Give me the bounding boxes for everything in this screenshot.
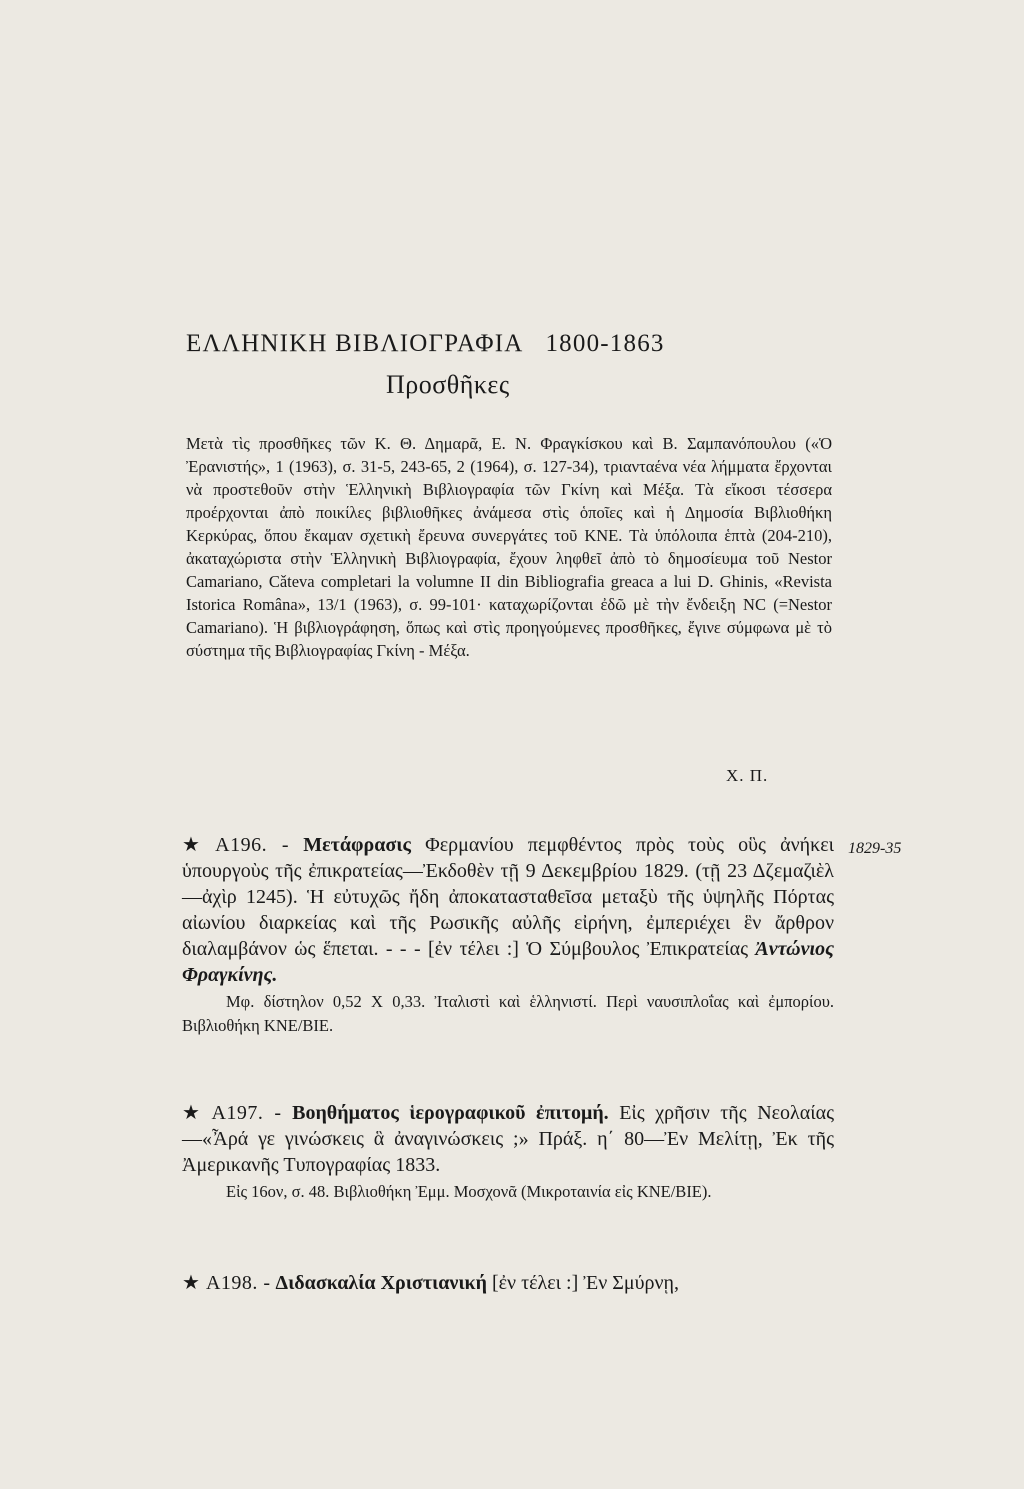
section-title: Προσθῆκες [386,370,510,399]
entry-a196 [182,832,834,1038]
entry-a197 [182,1100,834,1204]
entry-title: Βοηθήματος ἱερογραφικοῦ ἐπιτομή. [292,1102,609,1124]
running-header [186,330,786,358]
entry-description: Εἰς 16ον, σ. 48. Βιβλιοθήκη Ἐμμ. Μοσχονᾶ (Μικροταινία εἰς ΚΝΕ/ΒΙΕ). [226,1182,712,1201]
header-title: ΕΛΛΗΝΙΚΗ ΒΙΒΛΙΟΓΡΑΦΙΑ [186,330,524,357]
entry-title: Διδασκαλία Χριστιανική [275,1272,487,1294]
margin-date: 1829-35 [848,840,902,857]
entry-description: Μφ. δίστηλον 0,52 Χ 0,33. Ἰταλιστὶ καὶ ἑλληνιστί. Περὶ ναυσιπλοΐας καὶ ἐμπορίου. Βιβλιοθήκη ΚΝΕ/ΒΙΕ. [182,992,834,1035]
entry-body: Εἰς χρῆσιν τῆς Νεολαίας—«Ἆρά γε γινώσκεις ἃ ἀναγινώσκεις ;» Πράξ. η΄ 80—Ἐν Μελίτῃ, Ἐκ τῆς Ἀμερικανῆς Τυπογραφίας 1833. [182,1102,834,1176]
entry-number: Α197. - [211,1102,282,1124]
star-icon: ★ [182,1102,206,1124]
star-icon: ★ [182,1272,200,1294]
star-icon: ★ [182,834,210,856]
entry-number: Α196. - [215,834,289,856]
entry-a198 [182,1270,834,1296]
entry-title: Μετάφρασις [303,834,411,856]
intro-paragraph: Μετὰ τὶς προσθῆκες τῶν Κ. Θ. Δημαρᾶ, Ε. Ν. Φραγκίσκου καὶ Β. Σαμπανόπουλου («Ὁ Ἐρανιστής», 1 (1963), σ. 31-5, 243-65, 2 (1964), σ. 127-34), τριανταένα νέα λήμματα ἔρχονται νὰ προστεθοῦν στὴν Ἑλληνικὴ Βιβλιογραφία τῶν Γκίνη καὶ Μέξα. Τὰ εἴκοσι τέσσερα προέρχονται ἀπὸ ποικίλες βιβλιοθῆκες ἀνάμεσα στὶς ὁποῖες καὶ ἡ Δημοσία Βιβλιοθήκη Κερκύρας, ὅπου ἔκαμαν σχετικὴ ἔρευνα συνεργάτες τοῦ ΚΝΕ. Τὰ ὑπόλοιπα ἑπτὰ (204-210), ἀκαταχώριστα στὴν Ἑλληνικὴ Βιβλιογραφία, ἔχουν ληφθεῖ ἀπὸ τὸ δημοσίευμα τοῦ Nestor Camariano, Cǎteva completari la volumne II din Bibliografia greaca a lui D. Ghinis, «Revista Istorica Româna», 13/1 (1963), σ. 99-101· καταχωρίζονται ἐδῶ μὲ τὴν ἔνδειξη NC (=Nestor Camariano). Ἡ βιβλιογράφηση, ὅπως καὶ στὶς προηγούμενες προσθῆκες, ἔγινε σύμφωνα μὲ τὸ σύστημα τῆς Βιβλιογραφίας Γκίνη - Μέξα. [186,434,832,660]
entry-number: Α198. - [205,1272,271,1294]
entry-body: [ἐν τέλει :] Ἐν Σμύρνῃ, [487,1272,679,1294]
intro-signature: Χ. Π. [726,766,769,785]
entry-signatory: Ἀντώνιος Φραγκίνης. [182,938,834,986]
entry-body: Φερμανίου πεμφθέντος πρὸς τοὺς οὓς ἀνήκει ὑπουργοὺς τῆς ἐπικρατείας—Ἐκδοθὲν τῇ 9 Δεκεμβρίου 1829. (τῇ 23 Δζεμαζιὲλ—ἀχὶρ 1245). Ἡ εὐτυχῶς ἤδη ἀποκατασταθεῖσα μεταξὺ τῆς ὑψηλῆς Πόρτας αἰωνίου διαρκείας καὶ τῆς Ρωσικῆς αὐλῆς εἰρήνη, ἐμπεριέχει ἓν ἄρθρον διαλαμβάνον ὡς ἕπεται. - - - [ἐν τέλει :] Ὁ Σύμβουλος Ἐπικρατείας [182,834,834,960]
header-years: 1800-1863 [545,330,665,357]
